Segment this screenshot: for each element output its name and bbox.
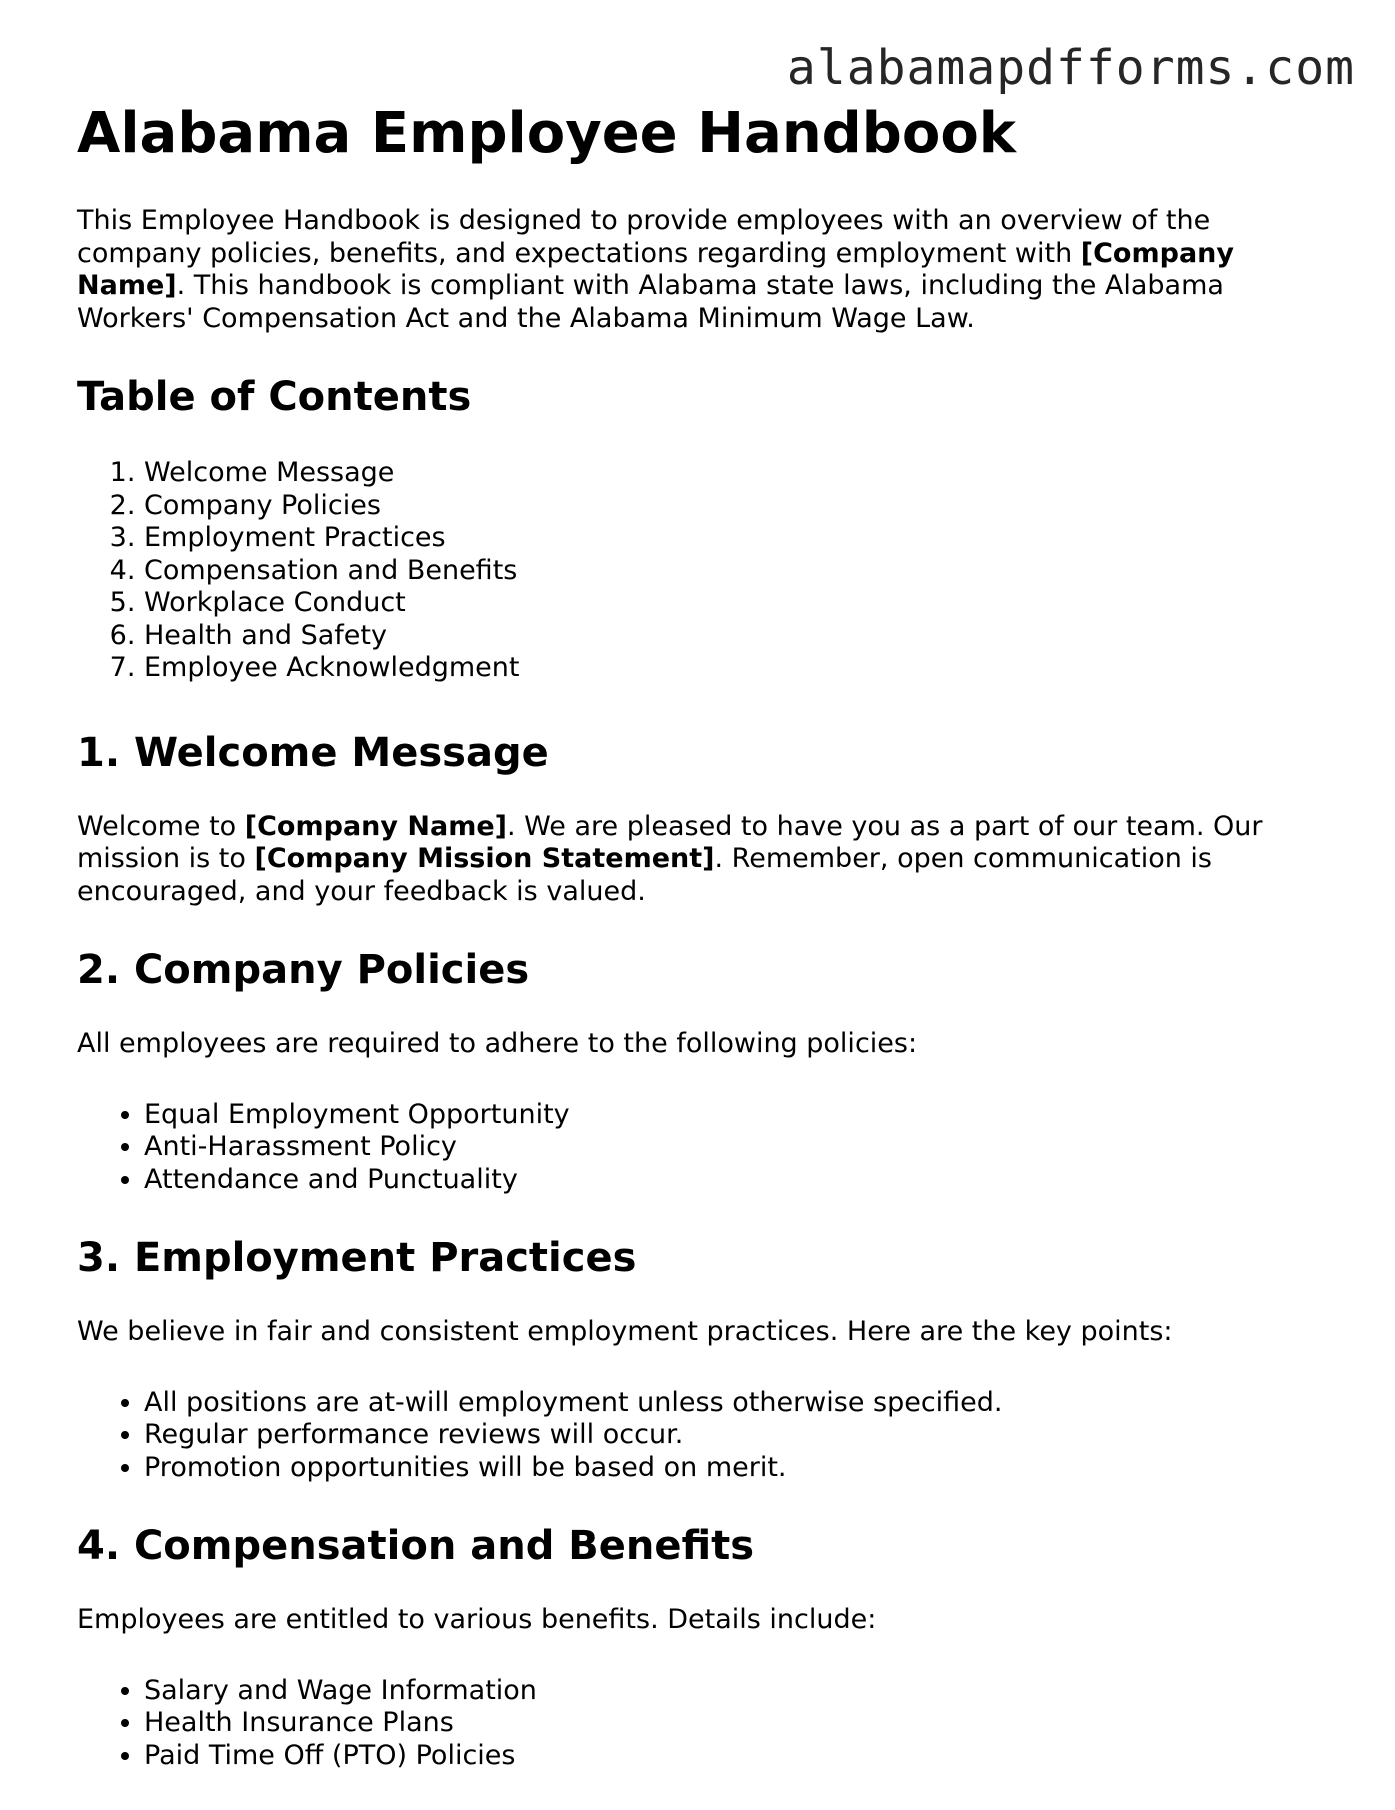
welcome-paragraph bbox=[77, 811, 1317, 909]
policy-item: • Attendance and Punctuality bbox=[144, 1164, 1317, 1197]
benefit-item: • Paid Time Off (PTO) Policies bbox=[144, 1740, 1317, 1773]
company-name-placeholder: [Company Name] bbox=[244, 810, 507, 842]
intro-paragraph bbox=[77, 205, 1317, 335]
compensation-list bbox=[77, 1675, 1317, 1773]
toc-item: 7. Employee Acknowledgment bbox=[144, 652, 1317, 685]
toc-item: 1. Welcome Message bbox=[144, 457, 1317, 490]
toc-item: 5. Workplace Conduct bbox=[144, 587, 1317, 620]
policies-intro: All employees are required to adhere to the following policies: bbox=[77, 1028, 918, 1060]
benefit-item: • Salary and Wage Information bbox=[144, 1675, 1317, 1708]
policy-item: • Anti-Harassment Policy bbox=[144, 1131, 1317, 1164]
intro-text-2: . This handbook is compliant with Alabama state laws, including the Alabama Workers' Compensation Act and the Alabama Minimum Wage Law. bbox=[77, 270, 1224, 334]
policy-item: • Equal Employment Opportunity bbox=[144, 1099, 1317, 1132]
toc-list bbox=[77, 457, 1317, 685]
company-name-placeholder: [Company Name] bbox=[77, 237, 1234, 302]
policies-heading: 2. Company Policies bbox=[77, 947, 530, 994]
site-watermark: alabamapdfforms.com bbox=[786, 40, 1355, 96]
toc-heading: Table of Contents bbox=[77, 374, 472, 421]
welcome-text-1: Welcome to bbox=[77, 810, 245, 842]
toc-item: 6. Health and Safety bbox=[144, 620, 1317, 653]
practice-item: • Promotion opportunities will be based on merit. bbox=[144, 1452, 1317, 1485]
mission-placeholder: [Company Mission Statement] bbox=[254, 843, 715, 875]
practice-item: • All positions are at-will employment unless otherwise specified. bbox=[144, 1387, 1317, 1420]
practice-item: • Regular performance reviews will occur. bbox=[144, 1419, 1317, 1452]
document-title: Alabama Employee Handbook bbox=[77, 101, 1017, 166]
benefit-item: • Health Insurance Plans bbox=[144, 1707, 1317, 1740]
toc-item: 2. Company Policies bbox=[144, 490, 1317, 523]
intro-text-1: This Employee Handbook is designed to provide employees with an overview of the company policies, benefits, and expectations regarding employment with bbox=[77, 205, 1211, 269]
welcome-text-2: . We are pleased to have you as a part of our team. Our mission is to bbox=[77, 810, 1263, 875]
welcome-heading: 1. Welcome Message bbox=[77, 729, 549, 776]
practices-heading: 3. Employment Practices bbox=[77, 1235, 637, 1282]
policies-list bbox=[77, 1099, 1317, 1197]
compensation-heading: 4. Compensation and Benefits bbox=[77, 1523, 755, 1570]
practices-intro: We believe in fair and consistent employment practices. Here are the key points: bbox=[77, 1316, 1173, 1348]
toc-item: 3. Employment Practices bbox=[144, 522, 1317, 555]
document-page bbox=[77, 100, 1317, 1810]
welcome-text-3: . Remember, open communication is encouraged, and your feedback is valued. bbox=[77, 843, 1212, 907]
practices-list bbox=[77, 1387, 1317, 1485]
toc-item: 4. Compensation and Benefits bbox=[144, 555, 1317, 588]
compensation-intro: Employees are entitled to various benefits. Details include: bbox=[77, 1604, 877, 1636]
